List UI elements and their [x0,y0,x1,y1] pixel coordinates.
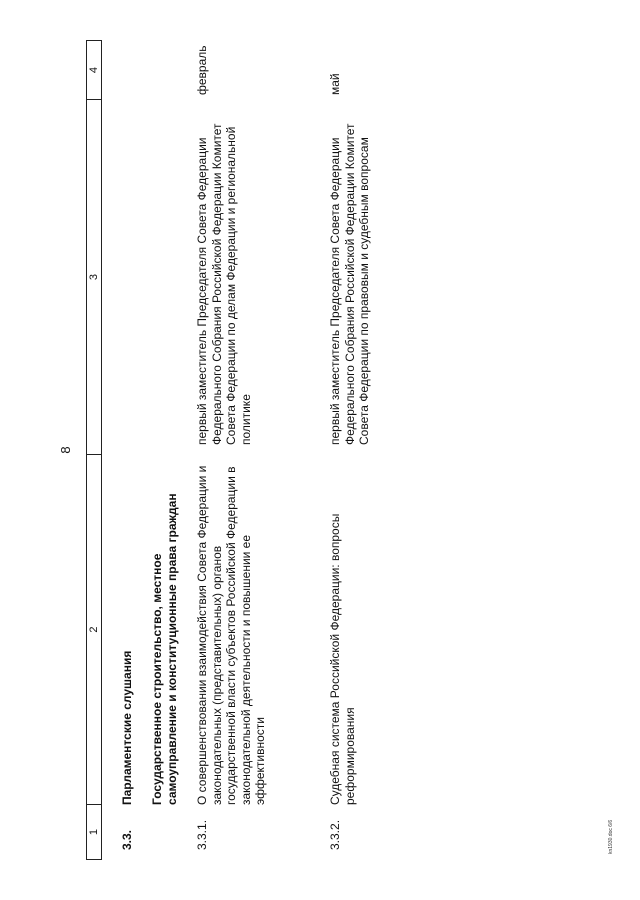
subsection-title: Государственное строительство, местное самоуправление и конституционные права граждан [150,493,179,805]
table-row [195,40,268,860]
column-header-3: 3 [87,99,101,454]
rotated-content [50,40,614,860]
row-number: 3.3.2. [328,819,342,850]
column-header-row [86,40,102,860]
row-date: февраль [195,45,209,95]
section-number: 3.3. [120,829,134,850]
subsection-row [150,40,179,860]
page-number: 8 [58,446,73,454]
row-responsible: первый заместитель Председателя Совета Федерации Федерального Собрания Российской Федерации Комитет Совета Федерации по делам Федерации и региональной политике [195,123,253,445]
table-row [328,40,372,860]
column-header-4: 4 [88,66,100,74]
section-title: Парламентские слушания [120,650,134,805]
row-date: май [328,73,342,95]
row-topic: О совершенствовании взаимодействия Совета Федерации и законодательных (представительных) органов государственной власти субъектов Российской Федерации в законодательной деятельности и повышении ее эффективности [195,465,268,805]
row-number: 3.3.1. [195,819,209,850]
section-row [120,40,135,860]
row-topic: Судебная система Российской Федерации: вопросы реформирования [328,513,357,805]
column-header-2: 2 [87,454,101,804]
row-responsible: первый заместитель Председателя Совета Федерации Федерального Собрания Российской Федерации Комитет Совета Федерации по правовым и судебным вопросам [328,123,372,445]
column-header-1: 1 [87,804,101,859]
footer-mark: kn1930.doc 6/6 [608,819,614,854]
